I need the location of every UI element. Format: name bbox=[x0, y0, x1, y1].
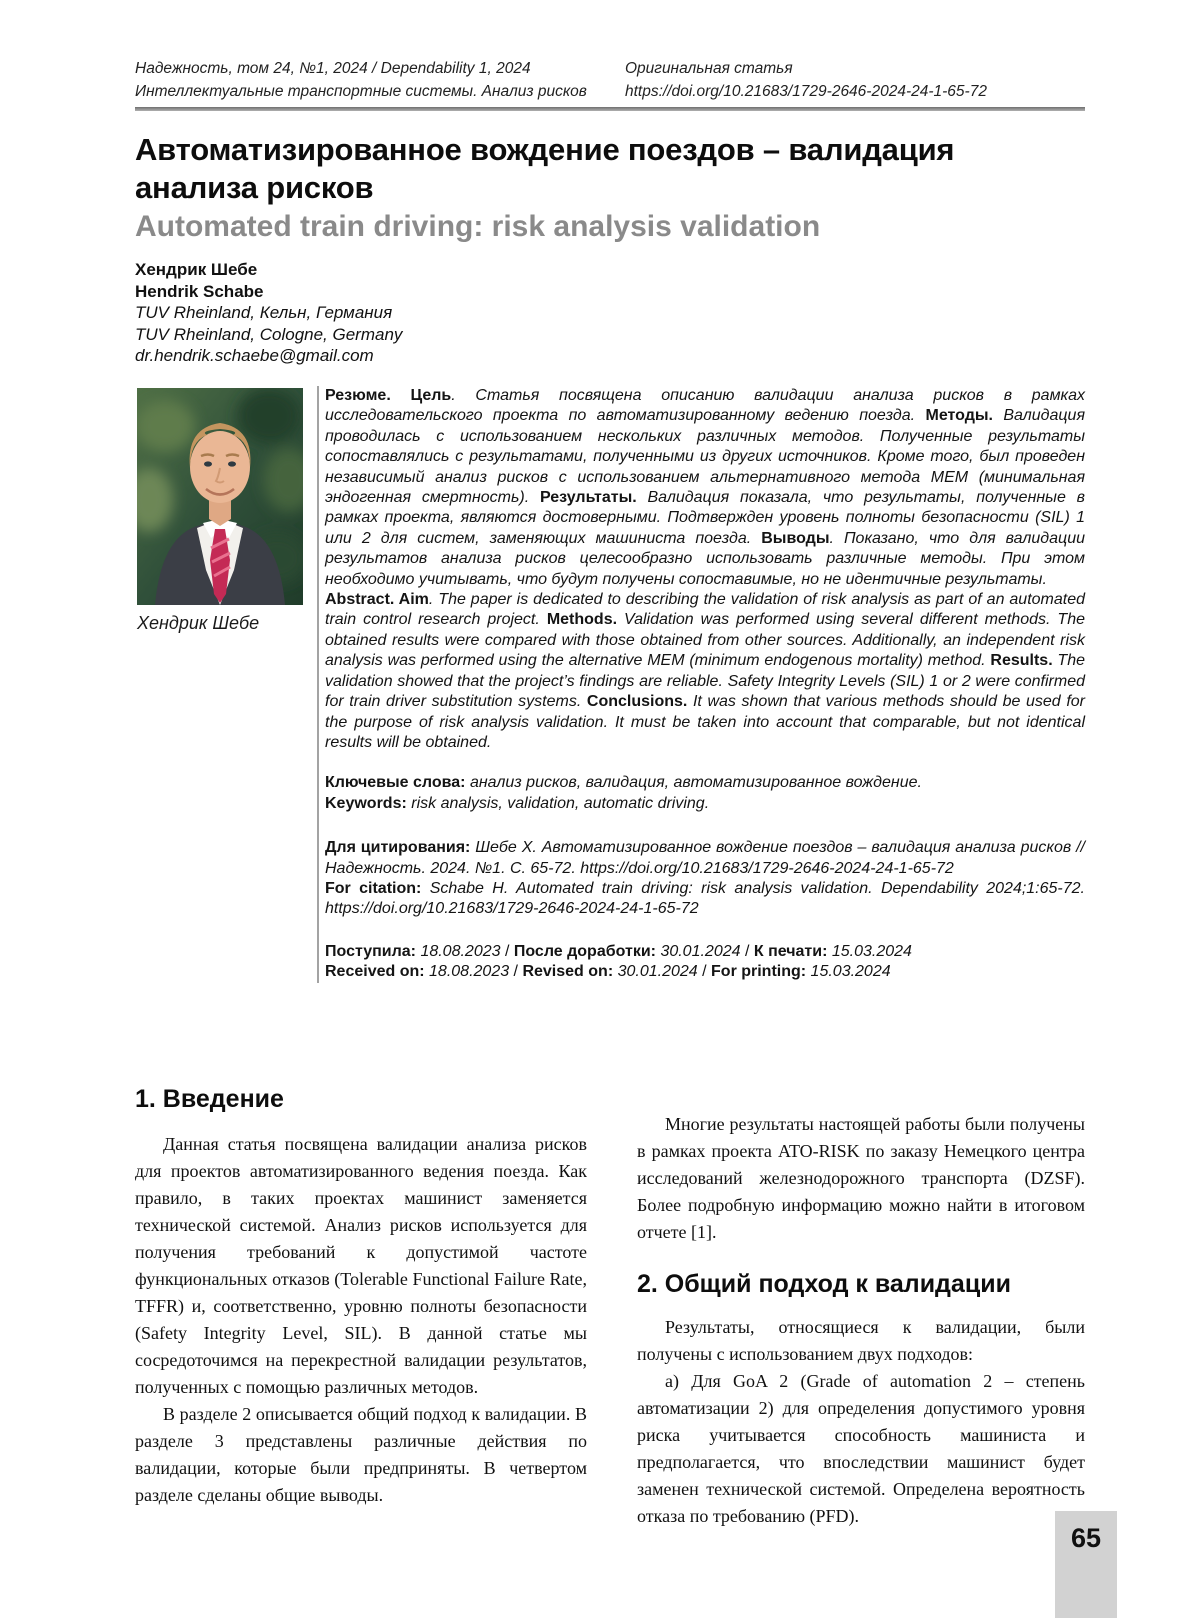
page-title-ru: Автоматизированное вождение поездов – валидация анализа рисков bbox=[135, 132, 955, 205]
author-photo bbox=[137, 388, 303, 605]
author-name-en: Hendrik Schabe bbox=[135, 281, 264, 301]
dates-ru: Поступила: 18.08.2023 / После доработки: 30.01.2024 / К печати: 15.03.2024 bbox=[325, 942, 912, 960]
author-block bbox=[135, 259, 735, 367]
section-2-paragraph-1: Результаты, относящиеся к валидации, были получены с использованием двух подходов: bbox=[637, 1317, 1085, 1364]
author-affiliation-en: TUV Rheinland, Cologne, Germany bbox=[135, 324, 403, 344]
abstract-en: Abstract. Aim. The paper is dedicated to describing the validation of risk analysis as part of an automated train control research project. Methods. Validation was performed using several different methods. The obtained results were compared with those obtained from other sources. Additionally, an independent risk analysis was performed using the alternative MEM (minimum endogenous mortality) method. Results. The validation showed that the project’s findings are reliable. Safety Integrity Levels (SIL) 1 or 2 were confirmed for train driver substitution systems. Conclusions. It was shown that various methods should be used for the purpose of risk analysis validation. It must be taken into account that comparable, but not identical results will be obtained. bbox=[325, 591, 1086, 751]
page-number-badge bbox=[1055, 1511, 1117, 1618]
body-column-right bbox=[637, 1085, 1085, 1530]
section-2-paragraph-2: а) Для GoA 2 (Grade of automation 2 – степень автоматизации 2) для определения допустимого уровня риска учитывается способность машиниста и предполагается, что впоследствии машинист будет заменен технической системой. Определена вероятность отказа по требованию (PFD). bbox=[637, 1371, 1085, 1526]
section-1-paragraph-3: Многие результаты настоящей работы были получены в рамках проекта ATO-RISK по заказу Немецкого центра исследований железнодорожного транспорта (DZSF). Более подробную информацию можно найти в итоговом отчете [1]. bbox=[637, 1114, 1085, 1242]
header-divider-rule bbox=[135, 107, 1085, 111]
journal-header-right bbox=[625, 57, 1085, 103]
author-email[interactable]: dr.hendrik.schaebe@gmail.com bbox=[135, 346, 374, 365]
journal-section-line: Интеллектуальные транспортные системы. Анализ рисков bbox=[135, 83, 587, 100]
keywords-ru: Ключевые слова: анализ рисков, валидация, автоматизированное вождение. bbox=[325, 774, 922, 792]
citation-ru: Для цитирования: Шебе Х. Автоматизированное вождение поездов – валидация анализа рисков // Надежность. 2024. №1. С. 65-72. https://doi.org/10.21683/1729-2646-2024-24-1-65-72 bbox=[325, 839, 1086, 877]
page-title-en: Automated train driving: risk analysis validation bbox=[135, 210, 821, 243]
keywords-en: Keywords: risk analysis, validation, automatic driving. bbox=[325, 794, 710, 812]
section-2-heading: 2. Общий подход к валидации bbox=[637, 1270, 1011, 1298]
abstract-column bbox=[317, 386, 1085, 983]
dates-en: Received on: 18.08.2023 / Revised on: 30.01.2024 / For printing: 15.03.2024 bbox=[325, 963, 891, 981]
author-name-ru: Хендрик Шебе bbox=[135, 260, 258, 279]
journal-title-line: Надежность, том 24, №1, 2024 / Dependability 1, 2024 bbox=[135, 60, 531, 77]
author-portrait-image bbox=[137, 388, 303, 605]
photo-caption: Хендрик Шебе bbox=[137, 613, 260, 633]
section-1-paragraph-1: Данная статья посвящена валидации анализа рисков для проектов автоматизированного ведения поезда. Как правило, в таких проектах машинист заменяется технической системой. Анализ рисков используется для получения требований к допустимой частоте функциональных отказов (Tolerable Functional Failure Rate, TFFR) и, соответственно, уровню полноты безопасности (Safety Integrity Level, SIL). В данной статье мы сосредоточимся на перекрестной валидации результатов, полученных с помощью различных методов. bbox=[135, 1134, 587, 1397]
abstract-ru: Резюме. Цель. Статья посвящена описанию валидации анализа рисков в рамках исследовательского проекта по автоматизированному ведению поезда. Методы. Валидация проводилась с использованием нескольких различных методов. Полученные результаты сопоставлялись с результатами, полученными из других источников. Кроме того, был проведен независимый анализ рисков с использованием альтернативного метода MEM (минимальная эндогенная смертность). Результаты. Валидация показала, что результаты, полученные в рамках проекта, являются достоверными. Подтвержден уровень полноты безопасности (SIL) 1 или 2 для систем, заменяющих машиниста поезда. Выводы. Показано, что для валидации результатов анализа рисков целесообразно использовать различные методы. При этом необходимо учитывать, что будут получены сопоставимые, но не идентичные результаты. bbox=[325, 387, 1086, 588]
article-type-label: Оригинальная статья bbox=[625, 60, 793, 77]
section-1-paragraph-2: В разделе 2 описывается общий подход к валидации. В разделе 3 представлены различные действия по валидации, которые были предприняты. В четвертом разделе сделаны общие выводы. bbox=[135, 1404, 587, 1505]
page-number: 65 bbox=[1070, 1523, 1102, 1553]
section-1-heading: 1. Введение bbox=[135, 1085, 284, 1113]
citation-en: For citation: Schabe H. Automated train driving: risk analysis validation. Dependability 2024;1:65-72. https://doi.org/10.21683/1729-2646-2024-24-1-65-72 bbox=[325, 879, 1085, 918]
doi-link[interactable]: https://doi.org/10.21683/1729-2646-2024-24-1-65-72 bbox=[625, 83, 987, 100]
journal-header-left bbox=[135, 57, 625, 103]
body-column-left bbox=[135, 1085, 587, 1509]
author-affiliation-ru: TUV Rheinland, Кельн, Германия bbox=[135, 303, 393, 322]
